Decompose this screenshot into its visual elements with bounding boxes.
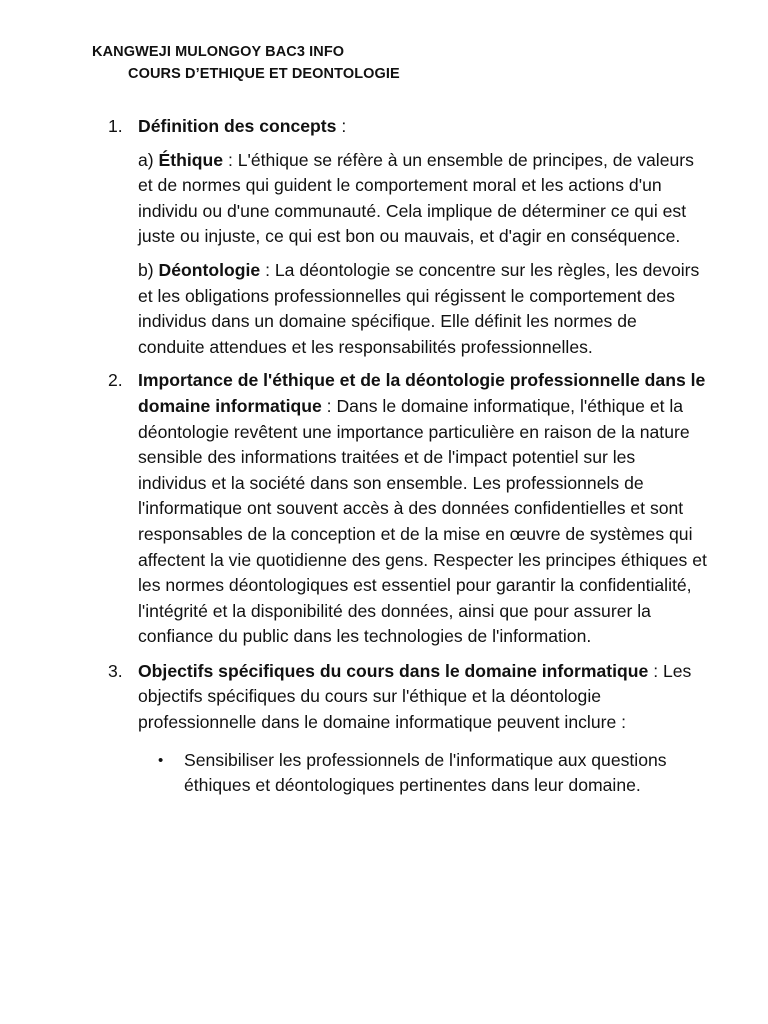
section-title: Importance de l'éthique et de la déontologie professionnelle dans le domaine informatique xyxy=(138,370,706,416)
section-number: 1. xyxy=(108,116,123,136)
section-2 xyxy=(108,368,708,650)
bullet-icon: • xyxy=(158,751,164,769)
course-title: COURS D’ETHIQUE ET DEONTOLOGIE xyxy=(128,66,400,82)
subitem-prefix: a) xyxy=(138,149,159,170)
section-1 xyxy=(108,114,708,360)
term-deontologie: Déontologie xyxy=(158,259,261,280)
term-ethique: Éthique xyxy=(158,149,224,170)
section-title: Objectifs spécifiques du cours dans le domaine informatique xyxy=(138,660,649,681)
author-header: KANGWEJI MULONGOY BAC3 INFO xyxy=(92,44,345,60)
list-item-text: Sensibiliser les professionnels de l'informatique aux questions éthiques et déontologiques pertinentes dans leur domaine. xyxy=(184,749,667,796)
section-number: 3. xyxy=(108,660,123,681)
section-heading xyxy=(138,114,708,140)
subitem-prefix: b) xyxy=(138,259,159,280)
list-item xyxy=(138,748,708,799)
document-body xyxy=(108,114,708,799)
section-text: : Dans le domaine informatique, l'éthique et la déontologie revêtent une importance particulière en raison de la nature sensible des informations traitées et de l'impact potentiel sur les individus et la société dans son ensemble. Les professionnels de l'informatique ont souvent accès à des données confidentielles et sont responsables de la conception et de la mise en œuvre de systèmes qui affectent la vie quotidienne des gens. Respecter les principes éthiques et les normes déontologiques est essentiel pour garantir la confidentialité, l'intégrité et la disponibilité des données, ainsi que pour assurer la confiance du public dans les technologies de l'information. xyxy=(138,395,707,647)
section-paragraph xyxy=(138,659,708,736)
definition-text: : L'éthique se réfère à un ensemble de principes, de valeurs et de normes qui guident le comportement moral et les actions d'un individu ou d'une communauté. Cela implique de déterminer ce qui est juste ou injuste, ce qui est bon ou mauvais, et d'agir en conséquence. xyxy=(138,149,694,247)
section-text: : Les objectifs spécifiques du cours sur l'éthique et la déontologie professionnelle dans le domaine informatique peuvent inclure : xyxy=(138,660,692,733)
section-title-suffix: : xyxy=(336,116,347,136)
section-number: 2. xyxy=(108,370,123,391)
section-3 xyxy=(108,659,708,799)
section-paragraph xyxy=(138,368,708,650)
definition-deontologie xyxy=(138,258,708,360)
definition-text: : La déontologie se concentre sur les règles, les devoirs et les obligations professionnelles qui régissent le comportement des individus dans un domaine spécifique. Elle définit les normes de conduite attendues et les responsabilités professionnelles. xyxy=(138,259,700,357)
section-title: Définition des concepts xyxy=(138,116,337,136)
definition-ethique xyxy=(138,148,708,250)
